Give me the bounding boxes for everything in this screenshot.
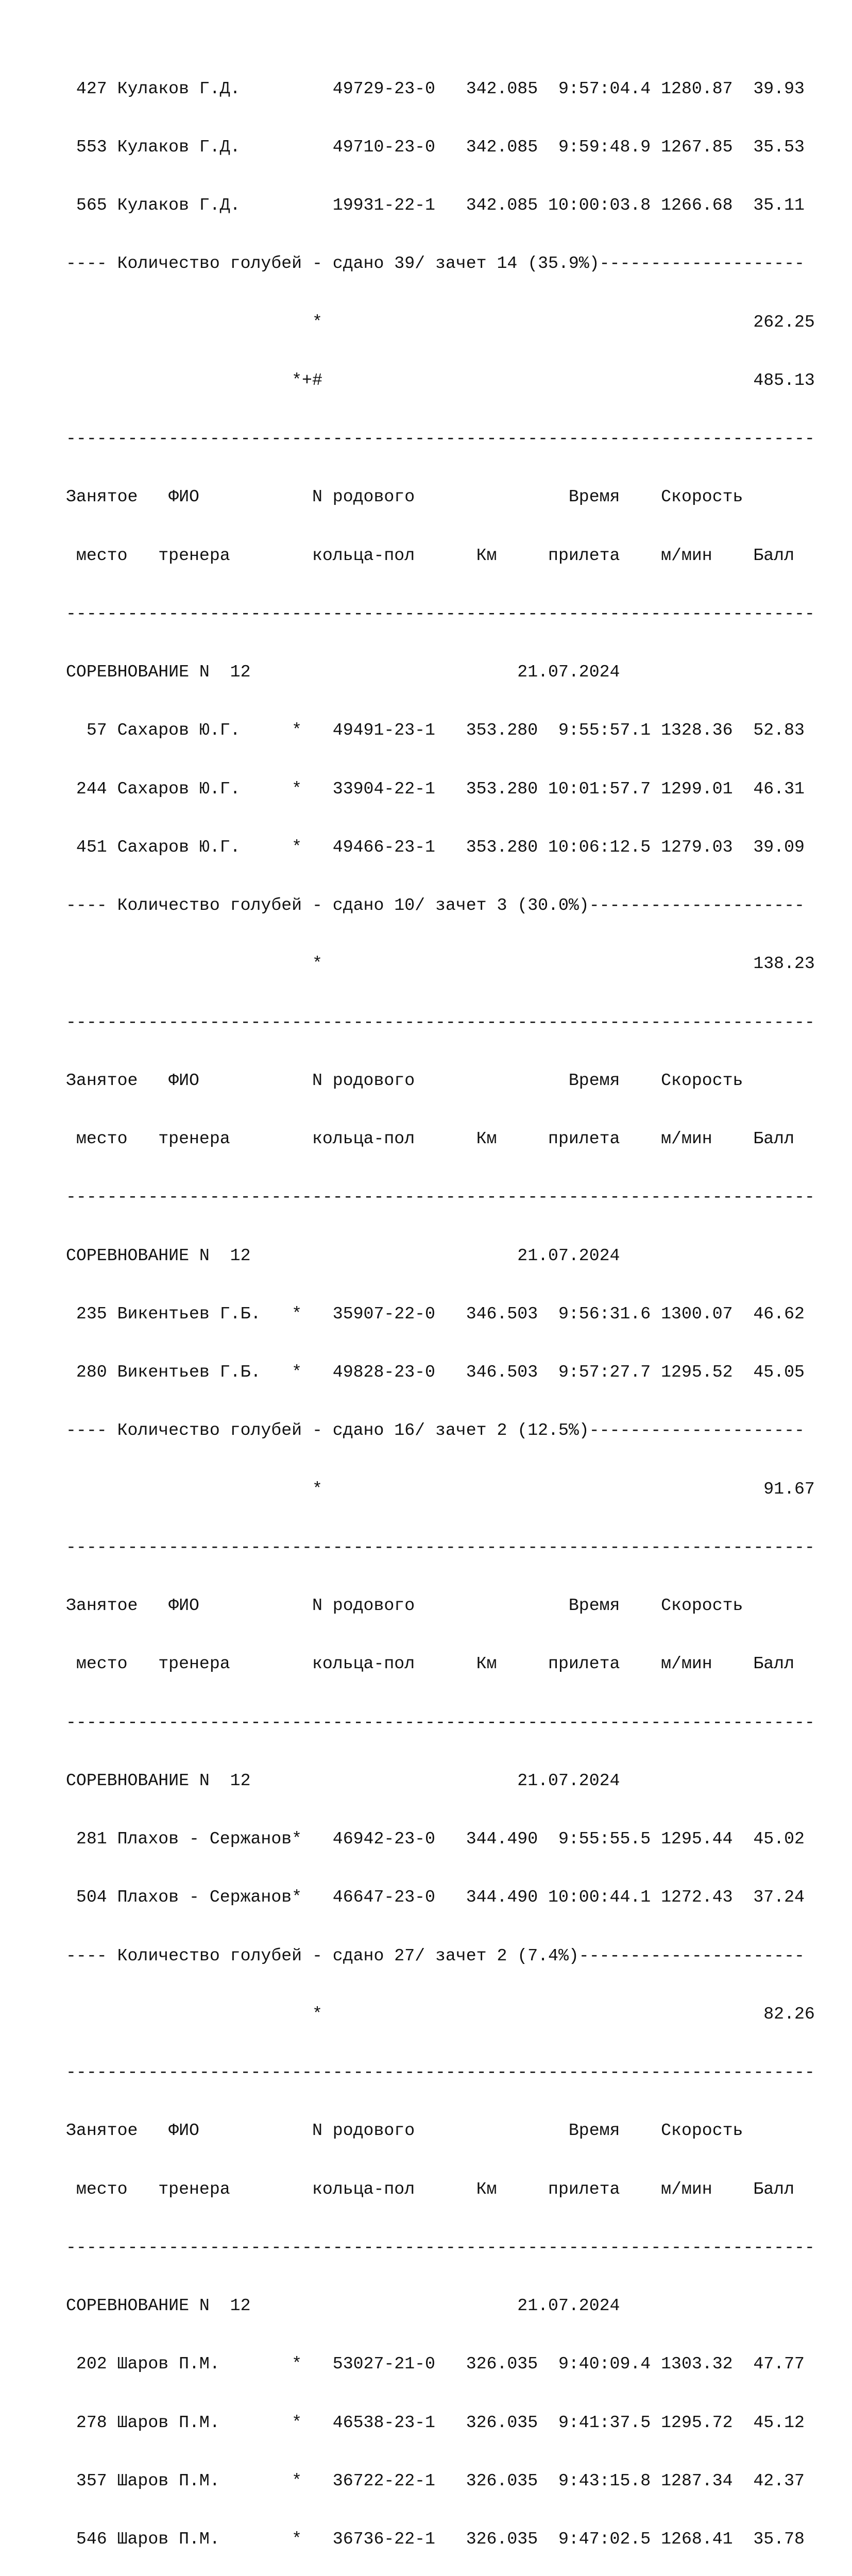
result-row: 281 Плахов - Сержанов* 46942-23-0 344.490 9:55:55.5 1295.44 45.02: [66, 1829, 805, 1849]
race-results-printout: [66, 40, 818, 2576]
column-header: Занятое ФИО N родового Время Скорость: [66, 1596, 743, 1615]
result-row: 504 Плахов - Сержанов* 46647-23-0 344.490 10:00:44.1 1272.43 37.24: [66, 1887, 805, 1907]
separator-line: -------------------------------------------------------------------------: [66, 603, 815, 623]
result-row: 546 Шаров П.М. * 36736-22-1 326.035 9:47:02.5 1268.41 35.78: [66, 2529, 805, 2549]
column-header: место тренера кольца-пол Км прилета м/мин Балл: [66, 545, 795, 565]
separator-line: -------------------------------------------------------------------------: [66, 2237, 815, 2257]
column-header: Занятое ФИО N родового Время Скорость: [66, 1070, 743, 1090]
pigeon-count-summary: ---- Количество голубей - сдано 10/ зачет 3 (30.0%)---------------------: [66, 895, 805, 915]
score-total: * 91.67: [66, 1479, 815, 1499]
column-header: место тренера кольца-пол Км прилета м/мин Балл: [66, 2179, 795, 2199]
column-header: Занятое ФИО N родового Время Скорость: [66, 487, 743, 507]
competition-header: СОРЕВНОВАНИЕ N 12 21.07.2024: [66, 1770, 620, 1790]
score-total: * 138.23: [66, 954, 815, 974]
score-total: * 262.25: [66, 312, 815, 332]
result-row: 565 Кулаков Г.Д. 19931-22-1 342.085 10:00:03.8 1266.68 35.11: [66, 195, 805, 215]
separator-line: -------------------------------------------------------------------------: [66, 429, 815, 448]
competition-header: СОРЕВНОВАНИЕ N 12 21.07.2024: [66, 662, 620, 682]
result-row: 278 Шаров П.М. * 46538-23-1 326.035 9:41:37.5 1295.72 45.12: [66, 2412, 805, 2432]
pigeon-count-summary: ---- Количество голубей - сдано 27/ зачет 2 (7.4%)----------------------: [66, 1945, 805, 1965]
competition-header: СОРЕВНОВАНИЕ N 12 21.07.2024: [66, 2296, 620, 2315]
result-row: 357 Шаров П.М. * 36722-22-1 326.035 9:43:15.8 1287.34 42.37: [66, 2470, 805, 2490]
separator-line: -------------------------------------------------------------------------: [66, 1012, 815, 1032]
separator-line: -------------------------------------------------------------------------: [66, 1537, 815, 1557]
score-total: * 82.26: [66, 2004, 815, 2024]
result-row: 427 Кулаков Г.Д. 49729-23-0 342.085 9:57:04.4 1280.87 39.93: [66, 78, 805, 98]
separator-line: -------------------------------------------------------------------------: [66, 2062, 815, 2082]
column-header: Занятое ФИО N родового Время Скорость: [66, 2121, 743, 2141]
pigeon-count-summary: ---- Количество голубей - сдано 39/ зачет 14 (35.9%)--------------------: [66, 253, 805, 274]
column-header: место тренера кольца-пол Км прилета м/мин Балл: [66, 1654, 795, 1674]
result-row: 280 Викентьев Г.Б. * 49828-23-0 346.503 9:57:27.7 1295.52 45.05: [66, 1362, 805, 1382]
result-row: 235 Викентьев Г.Б. * 35907-22-0 346.503 9:56:31.6 1300.07 46.62: [66, 1303, 805, 1324]
column-header: место тренера кольца-пол Км прилета м/мин Балл: [66, 1129, 795, 1148]
pigeon-count-summary: ---- Количество голубей - сдано 16/ зачет 2 (12.5%)---------------------: [66, 1420, 805, 1440]
separator-line: -------------------------------------------------------------------------: [66, 1712, 815, 1732]
score-total: *+# 485.13: [66, 370, 815, 390]
result-row: 244 Сахаров Ю.Г. * 33904-22-1 353.280 10:01:57.7 1299.01 46.31: [66, 778, 805, 799]
result-row: 451 Сахаров Ю.Г. * 49466-23-1 353.280 10:06:12.5 1279.03 39.09: [66, 837, 805, 857]
result-row: 57 Сахаров Ю.Г. * 49491-23-1 353.280 9:55:57.1 1328.36 52.83: [66, 720, 805, 740]
result-row: 553 Кулаков Г.Д. 49710-23-0 342.085 9:59:48.9 1267.85 35.53: [66, 137, 805, 157]
competition-header: СОРЕВНОВАНИЕ N 12 21.07.2024: [66, 1245, 620, 1265]
separator-line: -------------------------------------------------------------------------: [66, 1187, 815, 1207]
result-row: 202 Шаров П.М. * 53027-21-0 326.035 9:40:09.4 1303.32 47.77: [66, 2354, 805, 2374]
